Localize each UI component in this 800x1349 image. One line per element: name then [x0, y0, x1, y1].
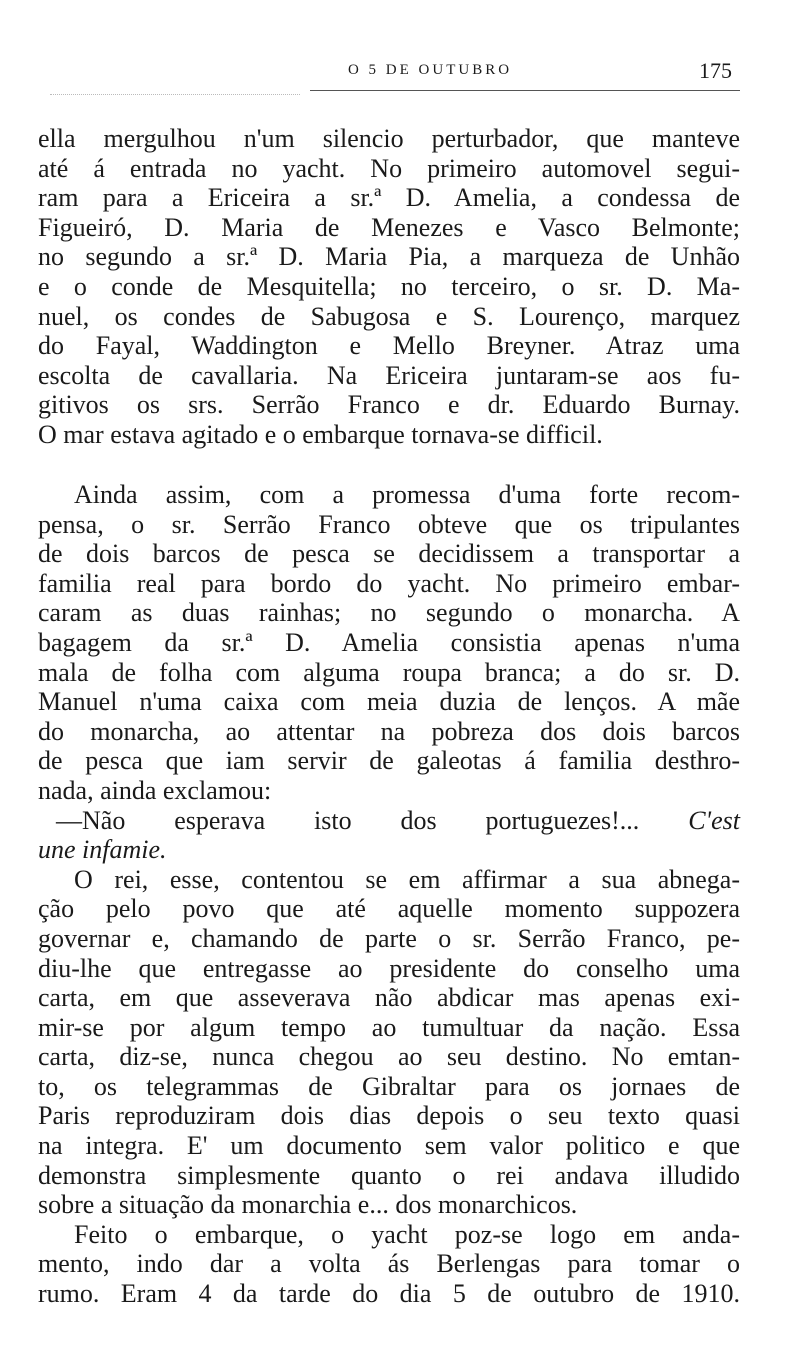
page-header	[40, 58, 740, 98]
running-title: O 5 DE OUTUBRO	[347, 62, 513, 78]
text-line: mir-se por algum tempo ao tumultuar da nação. Essa	[38, 1012, 740, 1042]
quote-text: —Não esperava isto dos portuguezes!...	[56, 805, 640, 835]
quote-line-1	[38, 806, 740, 836]
text-line: Figueiró, D. Maria de Menezes e Vasco Belmonte;	[38, 212, 740, 242]
text-line: O mar estava agitado e o embarque tornava-se difficil.	[38, 419, 603, 449]
text-line: Ainda assim, com a promessa d'uma forte recom-	[74, 480, 740, 509]
text-line: e o conde de Mesquitella; no terceiro, o sr. D. Ma-	[38, 271, 740, 301]
text-line: de dois barcos de pesca se decidissem a transportar a	[38, 539, 740, 569]
page-number: 175	[699, 58, 732, 83]
text-line: na integra. E' um documento sem valor politico e que	[38, 1131, 740, 1161]
text-line: de pesca que iam servir de galeotas á familia desthro-	[38, 746, 740, 776]
text-line: bagagem da sr.ª D. Amelia consistia apenas n'uma	[38, 627, 740, 657]
text-line: Paris reproduziram dois dias depois o seu texto quasi	[38, 1101, 740, 1131]
text-line: mala de folha com alguma roupa branca; a do sr. D.	[38, 657, 740, 687]
paragraph-1	[38, 124, 740, 450]
paragraph-2	[38, 480, 740, 1309]
text-line: ella mergulhou n'um silencio perturbador, que manteve	[38, 124, 740, 153]
text-line: mento, indo dar a volta ás Berlengas para tomar o	[38, 1249, 740, 1279]
text-line: pensa, o sr. Serrão Franco obteve que os tripulantes	[38, 509, 740, 539]
text-line: O rei, esse, contentou se em affirmar a sua abnega-	[74, 864, 740, 894]
text-line: caram as duas rainhas; no segundo o monarcha. A	[38, 598, 740, 628]
header-faint-rule	[50, 94, 300, 95]
quote-line-2	[38, 835, 740, 865]
header-rule	[310, 90, 740, 91]
text-line: Manuel n'uma caixa com meia duzia de lenços. A mãe	[38, 687, 740, 717]
text-line: Feito o embarque, o yacht poz-se logo em anda-	[74, 1219, 740, 1249]
text-line: governar e, chamando de parte o sr. Serrão Franco, pe-	[38, 923, 740, 953]
text-line: no segundo a sr.ª D. Maria Pia, a marqueza de Unhão	[38, 242, 740, 272]
text-line: demonstra simplesmente quanto o rei andava illudido	[38, 1160, 740, 1190]
text-line: sobre a situação da monarchia e... dos monarchicos.	[38, 1190, 578, 1220]
text-line: escolta de cavallaria. Na Ericeira juntaram-se aos fu-	[38, 360, 740, 390]
text-line: gitivos os srs. Serrão Franco e dr. Eduardo Burnay.	[38, 390, 740, 420]
text-line: ção pelo povo que até aquelle momento suppozera	[38, 894, 740, 924]
text-line: familia real para bordo do yacht. No primeiro embar-	[38, 568, 740, 598]
quote-italic: C'est	[688, 805, 741, 835]
quote-italic-end: une infamie.	[38, 835, 167, 865]
text-line: carta, em que asseverava não abdicar mas apenas exi-	[38, 983, 740, 1013]
text-line: diu-lhe que entregasse ao presidente do conselho uma	[38, 953, 740, 983]
text-line: carta, diz-se, nunca chegou ao seu destino. No emtan-	[38, 1042, 740, 1072]
text-line: do monarcha, ao attentar na pobreza dos dois barcos	[38, 716, 740, 746]
text-line: nuel, os condes de Sabugosa e S. Lourenço, marquez	[38, 301, 740, 331]
text-line: nada, ainda exclamou:	[38, 775, 272, 805]
text-line: do Fayal, Waddington e Mello Breyner. Atraz uma	[38, 331, 740, 361]
text-line: ram para a Ericeira a sr.ª D. Amelia, a condessa de	[38, 183, 740, 213]
text-line: rumo. Eram 4 da tarde do dia 5 de outubro de 1910.	[38, 1279, 740, 1309]
text-line: to, os telegrammas de Gibraltar para os jornaes de	[38, 1071, 740, 1101]
text-line: até á entrada no yacht. No primeiro automovel segui-	[38, 153, 740, 183]
